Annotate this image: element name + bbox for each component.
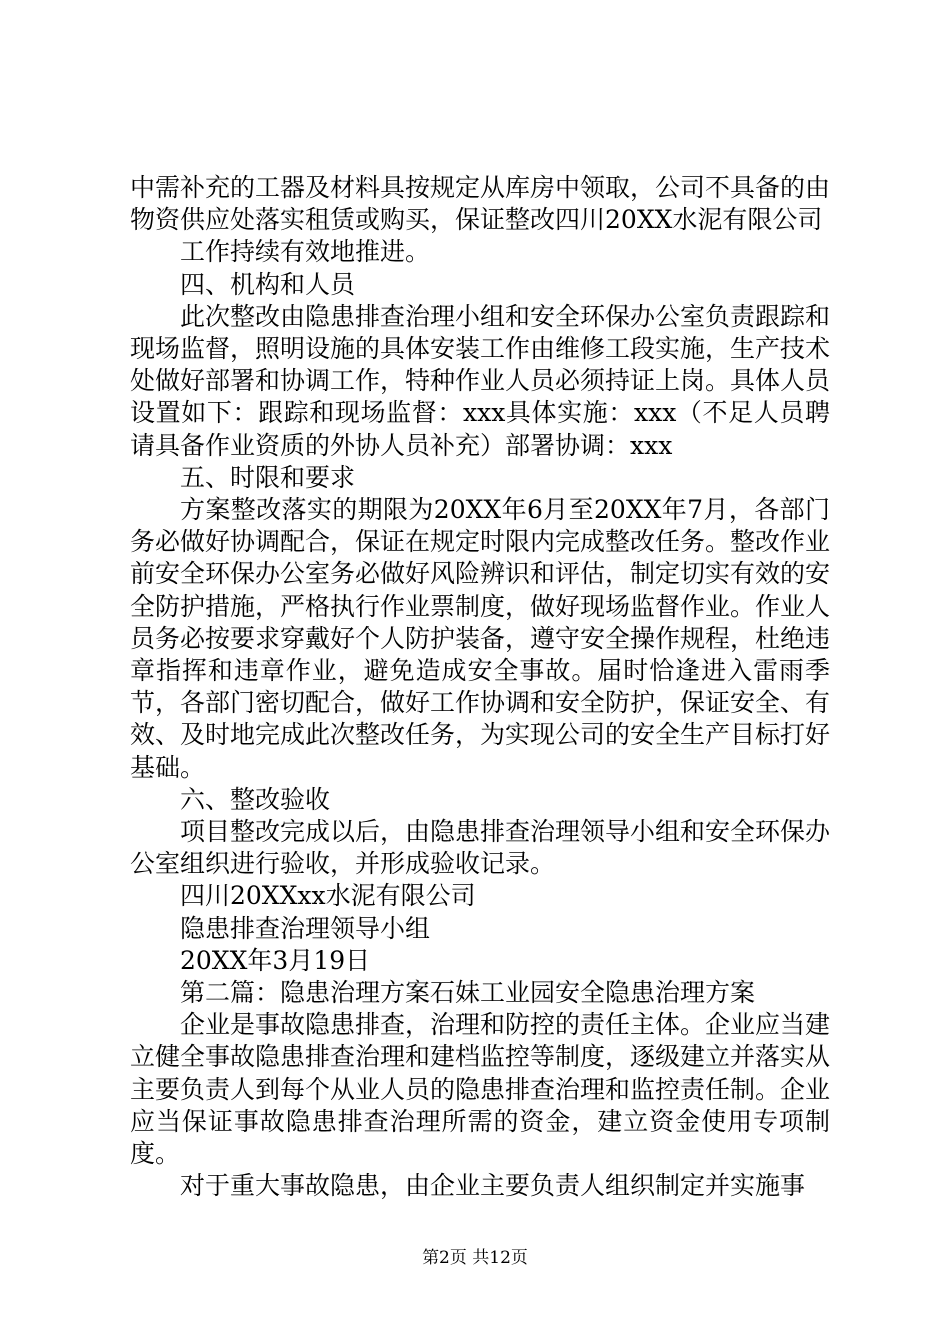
signature-date: 20XX年3月19日 <box>180 945 371 975</box>
paragraph-continuation: 中需补充的工器及材料具按规定从库房中领取，公司不具备的由物资供应处落实租赁或购买，保证整改四川20XX水泥有限公司 <box>130 173 831 235</box>
paragraph-deadline: 方案整改落实的期限为20XX年6月至20XX年7月，各部门务必做好协调配合，保证在规定时限内完成整改任务。整改作业前安全环保办公室务必做好风险辨识和评估，制定切实有效的安全防护措施，严格执行作业票制度，做好现场监督作业。作业人员务必按要求穿戴好个人防护装备，遵守安全操作规程，杜绝违章指挥和违章作业，避免造成安全事故。届时恰逢进入雷雨季节，各部门密切配合，做好工作协调和安全防护，保证安全、有效、及时地完成此次整改任务，为实现公司的安全生产目标打好基础。 <box>130 495 831 782</box>
paragraph-organization: 此次整改由隐患排查治理小组和安全环保办公室负责跟踪和现场监督，照明设施的具体安装工作由维修工段实施，生产技术处做好部署和协调工作，特种作业人员必须持证上岗。具体人员设置如下：跟踪和现场监督：xxx具体实施：xxx（不足人员聘请具备作业资质的外协人员补充）部署协调：xxx <box>130 301 831 460</box>
section-heading-acceptance: 六、整改验收 <box>180 784 331 814</box>
signature-group: 隐患排查治理领导小组 <box>180 913 431 943</box>
section-heading-organization: 四、机构和人员 <box>180 269 356 299</box>
section-heading-deadline: 五、时限和要求 <box>180 462 356 492</box>
paragraph-acceptance: 项目整改完成以后，由隐患排查治理领导小组和安全环保办公室组织进行验收，并形成验收记录。 <box>130 817 831 879</box>
chapter-heading-second: 第二篇：隐患治理方案石妹工业园安全隐患治理方案 <box>180 978 756 1008</box>
paragraph-enterprise-responsibility: 企业是事故隐患排查，治理和防控的责任主体。企业应当建立健全事故隐患排查治理和建档监控等制度，逐级建立并落实从主要负责人到每个从业人员的隐患排查治理和监控责任制。企业应当保证事故隐患排查治理所需的资金，建立资金使用专项制度。 <box>130 1010 831 1169</box>
paragraph-major-hazards: 对于重大事故隐患，由企业主要负责人组织制定并实施事 <box>180 1171 806 1201</box>
signature-company: 四川20XXxx水泥有限公司 <box>180 881 476 911</box>
page-footer: 第2页 共12页 <box>422 1248 528 1268</box>
paragraph-progress: 工作持续有效地推进。 <box>180 237 431 267</box>
document-body <box>130 172 830 1203</box>
